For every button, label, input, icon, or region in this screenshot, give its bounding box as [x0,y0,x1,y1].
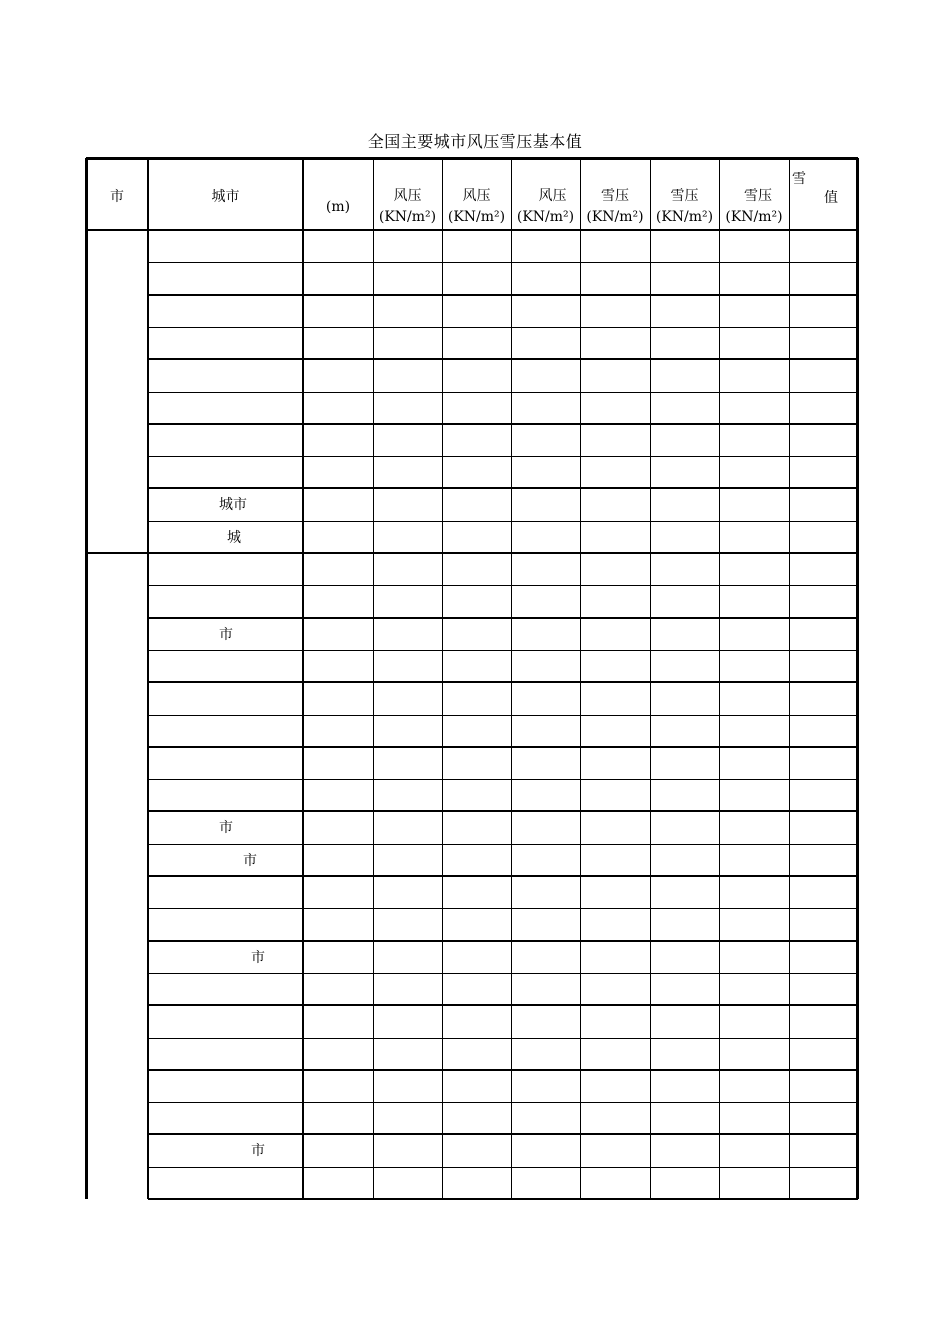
row-separator [148,521,858,522]
header-snow-1 [580,186,650,228]
row-separator [148,294,858,296]
header-wind-1 [373,186,442,228]
row-city-cell: 市 [243,853,257,869]
row-separator [148,1004,858,1006]
header-snow-3-unit: (KN/m²) [725,209,783,225]
header-snow-2 [650,186,719,228]
row-separator [148,392,858,393]
column-separator [650,158,651,1199]
row-separator [148,487,858,489]
column-separator [789,158,790,1199]
row-separator [148,358,858,360]
row-separator [148,940,858,942]
header-wind-2-unit: (KN/m²) [447,209,506,225]
row-separator [148,973,858,974]
header-wind-2 [442,186,511,228]
row-city-cell: 城市 [219,497,247,513]
row-city-cell: 城 [227,530,241,546]
row-separator [148,1038,858,1039]
header-bottom-border [86,229,858,231]
row-separator [148,650,858,651]
row-separator [148,456,858,457]
column-separator [147,158,149,1199]
table-top-border [86,157,858,160]
row-separator [148,423,858,425]
header-snow-2-label: 雪压 [670,188,699,204]
row-city-cell: 市 [251,1143,265,1159]
header-wind-2-label: 风压 [462,188,491,204]
header-snow-3 [719,186,789,228]
header-snow-value-top: 雪 [792,171,806,187]
row-separator [148,262,858,263]
row-separator [148,327,858,328]
row-separator [148,715,858,716]
row-separator [148,875,858,877]
page-title: 全国主要城市风压雪压基本值 [367,132,583,151]
column-separator [85,158,88,1199]
row-separator [148,1133,858,1135]
row-city-cell: 市 [219,627,233,643]
column-separator [580,158,581,1199]
column-separator [302,158,304,1199]
column-separator [442,158,443,1199]
row-separator [148,844,858,845]
column-separator [511,158,512,1199]
header-city: 城市 [211,189,240,205]
header-wind-3-unit: (KN/m²) [516,209,575,225]
row-separator [148,1167,858,1168]
row-separator [148,779,858,780]
header-snow-value-bottom: 值 [824,190,838,206]
header-wind-3 [511,186,580,228]
column-separator [719,158,720,1199]
row-separator [148,1069,858,1071]
row-separator [148,908,858,909]
header-snow-1-unit: (KN/m²) [586,209,644,225]
header-snow-3-label: 雪压 [744,188,772,204]
header-snow-1-label: 雪压 [601,188,629,204]
header-wind-1-label: 风压 [393,188,422,204]
row-separator [148,746,858,748]
header-wind-1-unit: (KN/m²) [378,209,437,225]
row-separator [148,1102,858,1103]
row-city-cell: 市 [251,950,265,966]
column-separator [373,158,374,1199]
header-snow-2-unit: (KN/m²) [655,209,714,225]
header-wind-3-label: 风压 [538,188,567,204]
row-city-cell: 市 [219,820,233,836]
row-separator [148,585,858,586]
header-altitude: (m) [325,199,351,215]
table-bottom-border [148,1198,858,1200]
row-separator [148,681,858,683]
row-separator [148,617,858,619]
column-separator [856,158,859,1199]
header-province: 市 [110,189,124,205]
row-separator [148,810,858,812]
group-separator [86,552,858,554]
